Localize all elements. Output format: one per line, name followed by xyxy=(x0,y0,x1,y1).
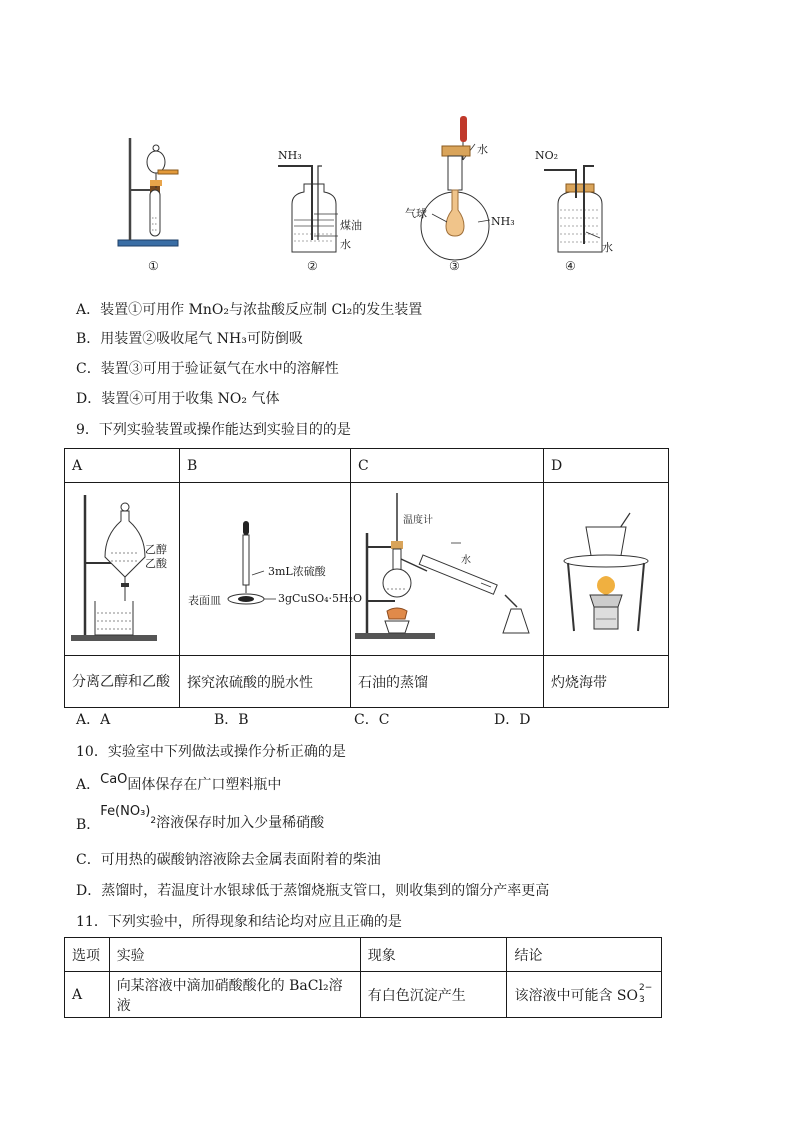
distillation-apparatus xyxy=(351,483,543,655)
cao-formula: CaO xyxy=(100,772,128,787)
crucible-burning-apparatus xyxy=(544,483,668,655)
q10-option-c[interactable]: C．可用热的碳酸钠溶液除去金属表面附着的柴油 xyxy=(76,852,381,868)
q11-row-conclusion: 该溶液中可能含 SO 2− 3 xyxy=(507,972,662,1018)
iron-nitrate-formula: Fe(NO₃) xyxy=(100,804,151,819)
label-copper-sulfate: 3gCuSO₄·5H₂O xyxy=(278,592,363,605)
q9-choice-b[interactable]: B．B xyxy=(214,712,249,728)
label-sulfuric-acid: 3mL浓硫酸 xyxy=(268,565,326,578)
q11-row-phenomenon: 有白色沉淀产生 xyxy=(360,972,507,1018)
caption-4: ④ xyxy=(565,259,576,273)
ion-charge: 2− xyxy=(639,982,653,993)
label-watch-glass: 表面皿 xyxy=(188,594,221,607)
q9-choice-d[interactable]: D．D xyxy=(494,712,531,728)
q9-caption-c: 石油的蒸馏 xyxy=(351,656,544,708)
q11-header-experiment: 实验 xyxy=(109,938,360,972)
ion-subscript: 3 xyxy=(639,994,645,1005)
q8-option-d[interactable]: D．装置④可用于收集 NO₂ 气体 xyxy=(76,391,280,407)
apparatus-4 xyxy=(544,166,602,252)
q9-caption-a: 分离乙醇和乙酸 xyxy=(65,656,180,708)
q10-option-d[interactable]: D．蒸馏时，若温度计水银球低于蒸馏烧瓶支管口，则收集到的馏分产率更高 xyxy=(76,883,550,899)
label-water-condenser: 水 xyxy=(461,555,471,566)
q9-figure-c xyxy=(351,483,544,656)
q9-figure-b xyxy=(180,483,363,656)
label-nh3-in: NH₃ xyxy=(278,149,302,162)
label-thermometer: 温度计 xyxy=(403,515,433,526)
caption-3: ③ xyxy=(449,259,460,273)
apparatus-2 xyxy=(278,166,338,252)
q9-caption-b: 探究浓硫酸的脱水性 xyxy=(180,656,351,708)
q10-option-a[interactable]: A．CaO固体保存在广口塑料瓶中 xyxy=(76,772,282,793)
label-ethanol: 乙醇 xyxy=(145,543,167,556)
q9-table xyxy=(64,448,669,708)
apparatus-1 xyxy=(118,138,178,246)
q9-choice-a[interactable]: A．A xyxy=(76,712,111,728)
q9-header-b: B xyxy=(180,449,351,483)
q9-caption-d: 灼烧海带 xyxy=(544,656,669,708)
q8-option-a[interactable]: A．装置①可用作 MnO₂与浓盐酸反应制 Cl₂的发生装置 xyxy=(76,302,423,318)
label-kerosene: 煤油 xyxy=(340,219,362,232)
caption-1: ① xyxy=(148,259,159,273)
label-no2-in: NO₂ xyxy=(535,149,559,162)
q8-option-c[interactable]: C．装置③可用于验证氨气在水中的溶解性 xyxy=(76,361,339,377)
q8-apparatus-figure xyxy=(100,108,640,280)
q11-table xyxy=(64,937,662,1018)
q10-option-b[interactable]: B．$Fe(NO_3)_2$溶液保存时加入少量稀硝酸 xyxy=(76,804,325,833)
q9-header-a: A xyxy=(65,449,180,483)
q11-header-conclusion: 结论 xyxy=(507,938,662,972)
q11-header-option: 选项 xyxy=(65,938,110,972)
q9-header-c: C xyxy=(351,449,544,483)
q9-figure-a xyxy=(65,483,180,656)
label-water-2: 水 xyxy=(340,238,351,251)
q9-header-d: D xyxy=(544,449,669,483)
label-acetic-acid: 乙酸 xyxy=(145,557,167,570)
caption-2: ② xyxy=(307,259,318,273)
q8-option-b[interactable]: B．用装置②吸收尾气 NH₃可防倒吸 xyxy=(76,331,303,347)
q11-row-experiment: 向某溶液中滴加硝酸酸化的 BaCl₂溶液 xyxy=(109,972,360,1018)
label-nh3-flask: NH₃ xyxy=(491,215,515,228)
q11-row-option: A xyxy=(65,972,110,1018)
label-water-3: 水 xyxy=(477,143,488,156)
label-water-4: 水 xyxy=(602,241,613,254)
q9-stem: 9．下列实验装置或操作能达到实验目的的是 xyxy=(76,422,351,438)
q9-choice-c[interactable]: C．C xyxy=(354,712,390,728)
q10-stem: 10．实验室中下列做法或操作分析正确的是 xyxy=(76,744,346,760)
q11-header-phenomenon: 现象 xyxy=(360,938,507,972)
label-balloon: 气球 xyxy=(405,207,427,220)
q9-figure-d xyxy=(544,483,669,656)
apparatus-3 xyxy=(421,116,490,260)
q11-stem: 11．下列实验中，所得现象和结论均对应且正确的是 xyxy=(76,914,402,930)
